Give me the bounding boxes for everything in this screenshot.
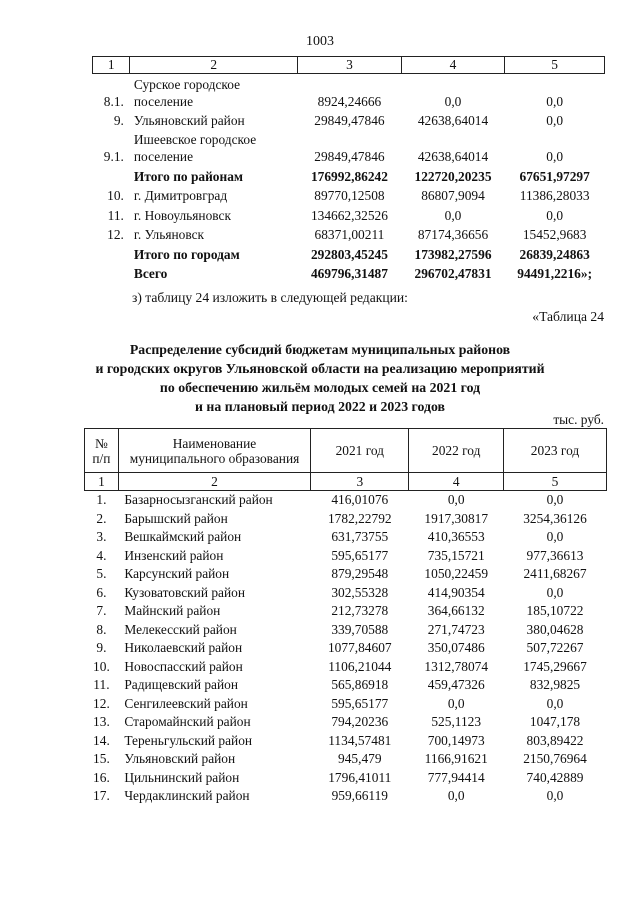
row-num: 11. xyxy=(107,207,124,223)
row-2023: 380,04628 xyxy=(526,621,584,637)
table-row xyxy=(93,165,605,185)
header-num-line: п/п xyxy=(92,450,111,466)
row-value: 0,0 xyxy=(546,113,564,128)
row-value: 26839,24863 xyxy=(519,246,590,262)
row-2021: 1077,84607 xyxy=(327,640,392,656)
header-2022: 2022 год xyxy=(409,429,504,473)
row-2021: 416,01076 xyxy=(331,492,389,508)
row-name: Тереньгульский район xyxy=(124,732,253,748)
row-num: 2. xyxy=(96,510,107,526)
instruction-text: з) таблицу 24 изложить в следующей редакции: xyxy=(132,290,408,305)
row-num: 8. xyxy=(96,621,107,637)
header-2023: 2023 год xyxy=(504,429,607,473)
row-num: 17. xyxy=(93,788,110,804)
row-name: г. Димитровград xyxy=(133,188,228,203)
row-value: 29849,47846 xyxy=(314,149,385,164)
row-value: 296702,47831 xyxy=(414,266,492,281)
row-name-line: Ишеевское городское xyxy=(133,132,257,147)
row-value: 67651,97297 xyxy=(519,168,590,184)
column-number-row xyxy=(93,57,605,74)
row-num: 12. xyxy=(107,227,124,242)
row-num: 7. xyxy=(96,603,107,619)
row-num: 11. xyxy=(93,677,110,693)
row-value: 87174,36656 xyxy=(417,227,489,242)
table-row xyxy=(93,243,605,263)
row-value: 0,0 xyxy=(546,93,564,109)
table-title xyxy=(0,340,640,416)
row-2023: 507,72267 xyxy=(526,640,584,656)
row-name xyxy=(130,129,298,165)
row-name: Новоспасский район xyxy=(124,658,243,674)
row-value: 173982,27596 xyxy=(414,246,492,262)
row-name-line: поселение xyxy=(133,149,194,164)
row-2022: 414,90354 xyxy=(427,584,485,600)
row-2022: 0,0 xyxy=(447,788,465,804)
title-line: и на плановый период 2022 и 2023 годов xyxy=(195,399,445,414)
table-row xyxy=(85,602,607,621)
row-2021: 1134,57481 xyxy=(328,732,392,748)
row-2023: 2150,76964 xyxy=(523,751,587,767)
col-number: 2 xyxy=(130,57,298,74)
row-2021: 212,73278 xyxy=(331,603,389,619)
row-num: 9. xyxy=(113,113,124,128)
row-num: 10. xyxy=(107,188,124,203)
table-row xyxy=(85,584,607,603)
row-2022: 459,47326 xyxy=(427,677,485,693)
col-number: 3 xyxy=(311,473,409,491)
row-2023: 2411,68267 xyxy=(523,566,587,582)
row-2023: 0,0 xyxy=(546,695,564,711)
row-value: 86807,9094 xyxy=(421,188,485,203)
row-2023: 803,89422 xyxy=(526,732,584,748)
row-2023: 3254,36126 xyxy=(523,510,587,526)
row-2022: 1312,78074 xyxy=(424,658,489,674)
table-row xyxy=(85,713,607,732)
row-num xyxy=(93,165,130,185)
row-num: 6. xyxy=(96,584,107,600)
row-name: Базарносызганский район xyxy=(124,492,273,508)
row-2022: 350,07486 xyxy=(427,640,485,656)
row-2021: 595,65177 xyxy=(331,695,389,711)
table-row xyxy=(85,750,607,769)
row-2021: 945,479 xyxy=(338,751,382,767)
title-line: по обеспечению жильём молодых семей на 2021 год xyxy=(159,380,481,395)
row-2023: 0,0 xyxy=(546,788,564,804)
row-num xyxy=(93,263,130,283)
row-name: Старомайнский район xyxy=(124,714,251,730)
row-value: 0,0 xyxy=(546,207,564,223)
row-2021: 1796,41011 xyxy=(328,769,392,785)
row-2022: 410,36553 xyxy=(427,529,485,545)
row-num: 13. xyxy=(93,714,110,730)
table-row xyxy=(85,787,607,806)
row-num xyxy=(93,243,130,263)
table-row xyxy=(85,621,607,640)
row-2023: 977,36613 xyxy=(526,547,584,563)
table-row xyxy=(93,224,605,244)
row-name: Ульяновский район xyxy=(133,113,245,128)
row-name: Карсунский район xyxy=(124,566,230,582)
row-name: Инзенский район xyxy=(124,547,224,563)
col-number: 5 xyxy=(504,473,607,491)
header-name-line: Наименование xyxy=(172,435,257,451)
col-number: 5 xyxy=(505,57,605,74)
table-row xyxy=(85,528,607,547)
row-name: Кузоватовский район xyxy=(124,584,246,600)
row-2021: 631,73755 xyxy=(331,529,389,545)
table-row xyxy=(93,110,605,130)
row-value: 176992,86242 xyxy=(310,168,388,184)
row-name: Итого по городам xyxy=(133,246,240,262)
row-name: Мелекесский район xyxy=(124,621,237,637)
row-num: 16. xyxy=(93,769,110,785)
table-row xyxy=(93,129,605,165)
row-name xyxy=(130,74,298,110)
row-num: 9. xyxy=(96,640,107,656)
row-num: 5. xyxy=(96,566,107,582)
row-2023: 0,0 xyxy=(546,492,564,508)
row-2021: 565,86918 xyxy=(331,677,389,693)
table-row xyxy=(85,769,607,788)
row-name: Чердаклинский район xyxy=(124,788,250,804)
header-num-line: № xyxy=(95,435,108,451)
row-2021: 879,29548 xyxy=(331,566,389,582)
row-value: 89770,12508 xyxy=(314,188,385,203)
row-num: 4. xyxy=(96,547,107,563)
row-value: 68371,00211 xyxy=(314,227,385,242)
row-name: Николаевский район xyxy=(124,640,243,656)
row-name: г. Новоульяновск xyxy=(133,207,231,223)
table-row xyxy=(85,732,607,751)
row-2022: 0,0 xyxy=(447,695,465,711)
table-row xyxy=(85,491,607,510)
table-label: «Таблица 24 xyxy=(532,309,604,324)
row-num: 8.1. xyxy=(103,93,124,109)
table-row xyxy=(85,695,607,714)
row-2021: 1106,21044 xyxy=(328,658,392,674)
row-2022: 0,0 xyxy=(447,492,465,508)
row-num: 15. xyxy=(93,751,110,767)
row-value: 0,0 xyxy=(546,149,564,164)
row-2023: 185,10722 xyxy=(526,603,584,619)
row-value: 29849,47846 xyxy=(314,113,385,128)
row-name: Сенгилеевский район xyxy=(124,695,248,711)
row-name-line: поселение xyxy=(133,93,194,109)
row-2023: 740,42889 xyxy=(526,769,584,785)
row-num: 12. xyxy=(93,695,110,711)
row-name: Цильнинский район xyxy=(124,769,240,785)
row-name: Барышский район xyxy=(124,510,228,526)
row-2021: 1782,22792 xyxy=(327,510,392,526)
subsidy-table xyxy=(84,428,607,806)
row-num: 9.1. xyxy=(103,149,124,164)
row-value: 11386,28033 xyxy=(519,188,590,203)
row-2022: 1917,30817 xyxy=(424,510,489,526)
row-value: 8924,24666 xyxy=(317,93,382,109)
row-value: 292803,45245 xyxy=(310,246,388,262)
table-row xyxy=(85,510,607,529)
col-number: 2 xyxy=(118,473,310,491)
header-2021: 2021 год xyxy=(311,429,409,473)
row-value: 15452,9683 xyxy=(522,227,587,242)
table-row xyxy=(93,185,605,205)
row-name-line: Сурское городское xyxy=(133,76,241,92)
row-name: Вешкаймский район xyxy=(124,529,242,545)
row-name: Ульяновский район xyxy=(124,751,236,767)
row-name: Радищевский район xyxy=(124,677,239,693)
row-value: 134662,32526 xyxy=(310,207,388,223)
table-row xyxy=(93,263,605,283)
row-2023: 0,0 xyxy=(546,529,564,545)
row-name: г. Ульяновск xyxy=(133,227,205,242)
header-name xyxy=(118,429,310,473)
col-number: 4 xyxy=(401,57,505,74)
row-2022: 525,1123 xyxy=(431,714,482,730)
col-number: 1 xyxy=(85,473,119,491)
row-name: Майнский район xyxy=(124,603,221,619)
header-name-line: муниципального образования xyxy=(129,450,300,466)
col-number: 1 xyxy=(93,57,130,74)
row-num: 3. xyxy=(96,529,107,545)
table-row xyxy=(85,676,607,695)
row-2021: 959,66119 xyxy=(331,788,388,804)
row-value: 42638,64014 xyxy=(417,113,489,128)
units-label: тыс. руб. xyxy=(553,412,604,427)
row-value: 469796,31487 xyxy=(310,266,388,281)
row-2023: 832,9825 xyxy=(529,677,581,693)
row-name: Всего xyxy=(133,266,168,281)
row-value: 122720,20235 xyxy=(414,168,492,184)
table-row xyxy=(85,658,607,677)
row-2023: 1047,178 xyxy=(529,714,581,730)
row-2021: 302,55328 xyxy=(331,584,389,600)
row-2022: 777,94414 xyxy=(427,769,485,785)
table-row xyxy=(93,204,605,224)
row-num: 14. xyxy=(93,732,110,748)
col-number: 4 xyxy=(409,473,504,491)
row-value: 42638,64014 xyxy=(417,149,489,164)
header-num xyxy=(85,429,119,473)
row-2022: 364,66132 xyxy=(427,603,485,619)
continued-table xyxy=(92,56,605,282)
row-2023: 1745,29667 xyxy=(523,658,587,674)
title-line: Распределение субсидий бюджетам муниципальных районов xyxy=(129,342,511,357)
table-row xyxy=(85,547,607,566)
column-number-row xyxy=(85,473,607,491)
page-number: 1003 xyxy=(306,34,334,49)
row-2021: 794,20236 xyxy=(331,714,389,730)
table-row xyxy=(85,639,607,658)
row-2022: 1166,91621 xyxy=(424,751,488,767)
table-row xyxy=(93,74,605,110)
row-2022: 700,14973 xyxy=(427,732,485,748)
row-2021: 595,65177 xyxy=(331,547,389,563)
table-row xyxy=(85,565,607,584)
row-name: Итого по районам xyxy=(133,168,244,184)
row-2022: 1050,22459 xyxy=(424,566,489,582)
row-2022: 735,15721 xyxy=(427,547,485,563)
row-num: 10. xyxy=(93,658,110,674)
row-2022: 271,74723 xyxy=(427,621,485,637)
row-2023: 0,0 xyxy=(546,584,564,600)
col-number: 3 xyxy=(298,57,402,74)
row-value: 94491,2216»; xyxy=(517,266,593,281)
row-2021: 339,70588 xyxy=(331,621,389,637)
row-value: 0,0 xyxy=(444,207,462,223)
title-line: и городских округов Ульяновской области на реализацию мероприятий xyxy=(95,361,545,376)
row-num: 1. xyxy=(96,492,107,508)
row-value: 0,0 xyxy=(444,93,462,109)
header-row xyxy=(85,429,607,473)
